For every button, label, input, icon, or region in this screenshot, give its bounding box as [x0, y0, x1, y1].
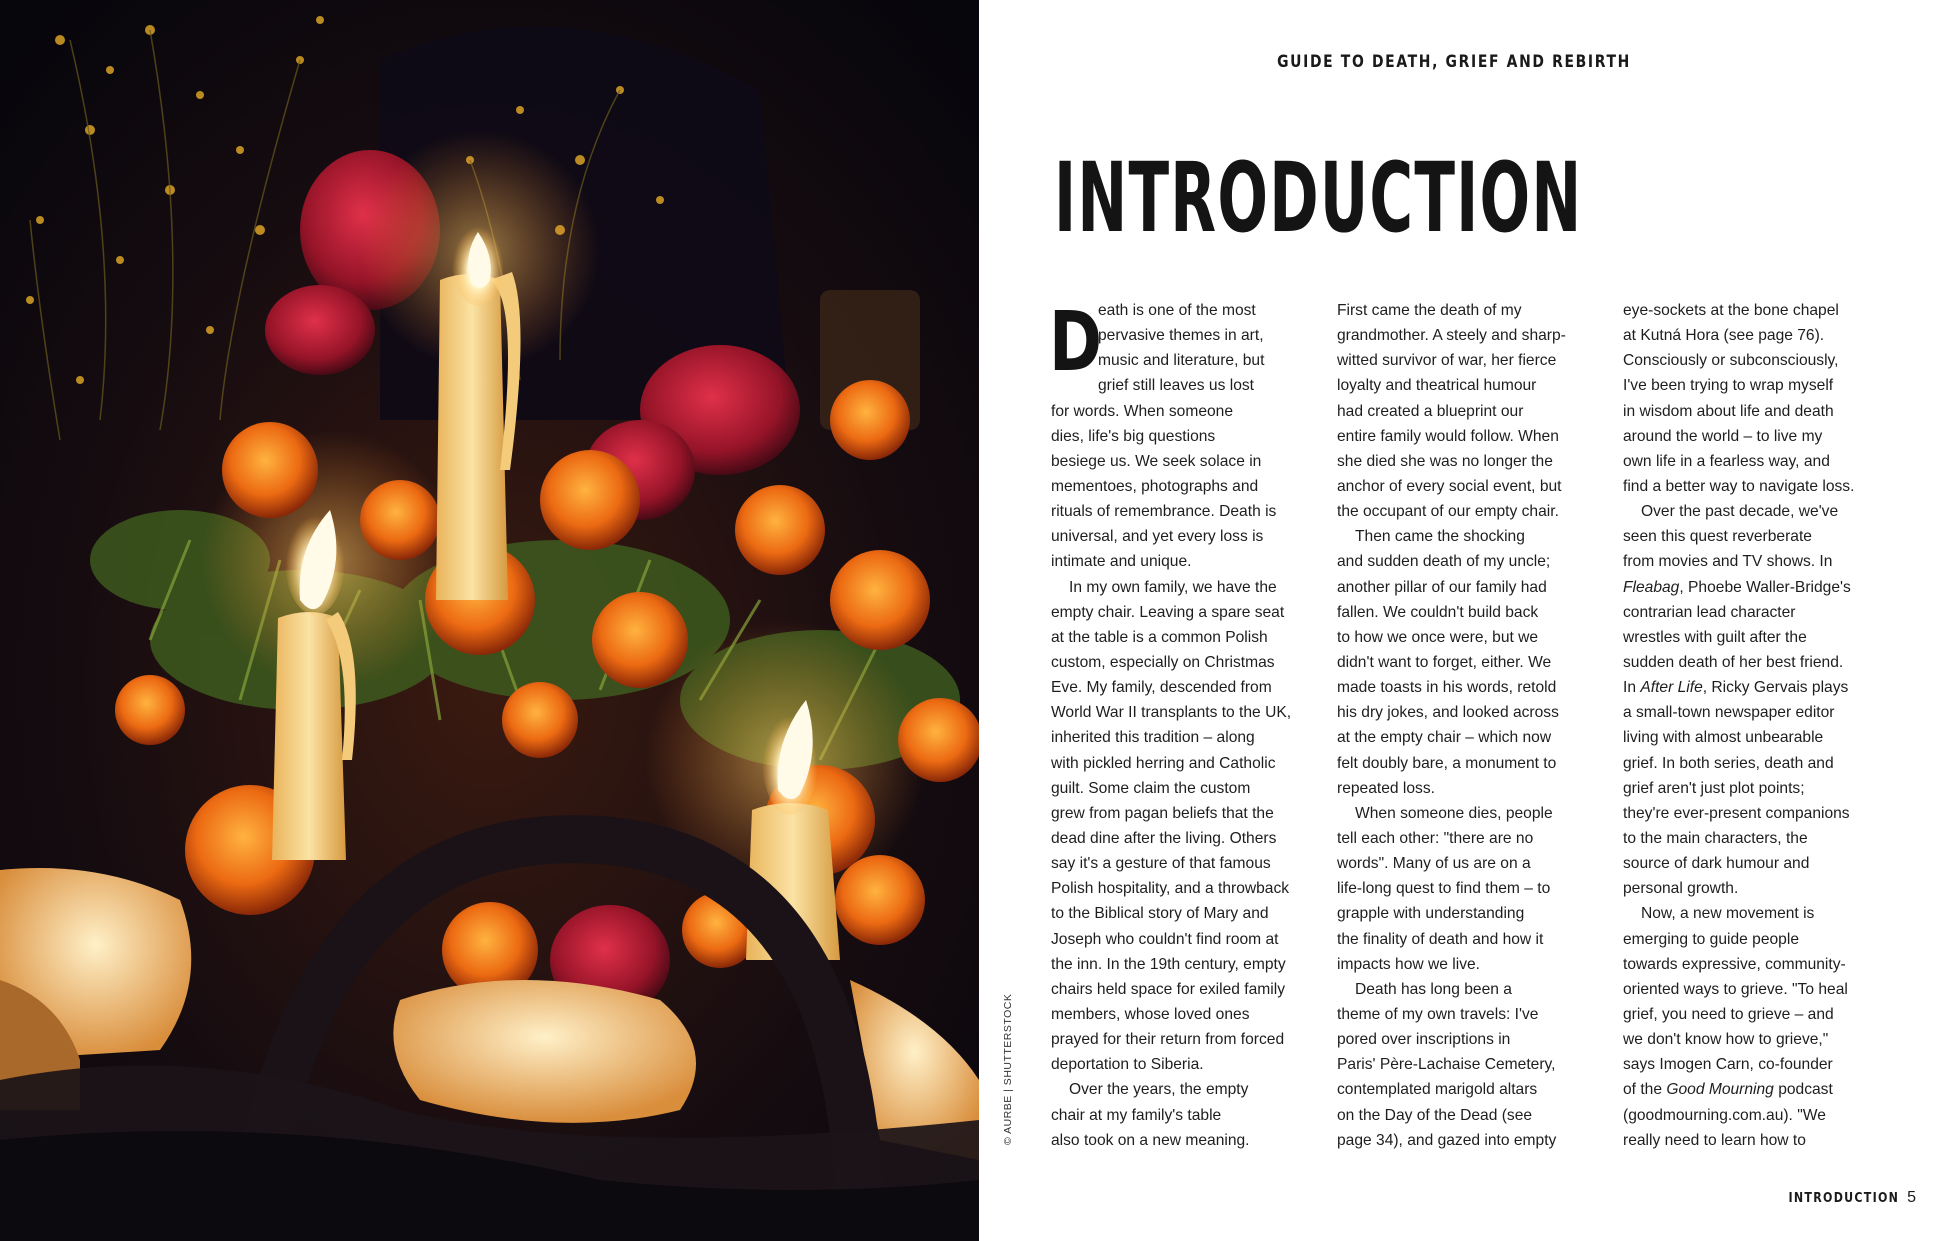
- text-segment: of the: [1623, 1081, 1667, 1099]
- text-line: [1623, 424, 1881, 449]
- text-segment: to the Biblical story of Mary and: [1051, 905, 1269, 923]
- text-line: [1623, 373, 1881, 398]
- text-segment: chair at my family's table: [1051, 1106, 1222, 1124]
- text-line: [1337, 977, 1595, 1002]
- text-segment: felt doubly bare, a monument to: [1337, 754, 1557, 772]
- text-line: [1051, 298, 1309, 323]
- text-line: [1051, 323, 1309, 348]
- text-line: [1337, 675, 1595, 700]
- text-segment: grapple with understanding: [1337, 905, 1525, 923]
- text-segment: , Ricky Gervais plays: [1702, 679, 1849, 697]
- text-segment: music and literature, but: [1098, 352, 1265, 370]
- text-line: [1623, 927, 1881, 952]
- text-segment: Paris' Père-Lachaise Cemetery,: [1337, 1056, 1556, 1074]
- text-segment: wrestles with guilt after the: [1623, 628, 1807, 646]
- text-segment: say it's a gesture of that famous: [1051, 855, 1271, 873]
- italic-title: After Life: [1640, 679, 1703, 697]
- text-line: [1337, 575, 1595, 600]
- text-segment: from movies and TV shows. In: [1623, 553, 1833, 571]
- text-line: [1051, 474, 1309, 499]
- text-line: [1051, 851, 1309, 876]
- text-segment: dies, life's big questions: [1051, 427, 1216, 445]
- text-line: [1623, 952, 1881, 977]
- text-segment: source of dark humour and: [1623, 855, 1810, 873]
- text-segment: we don't know how to grieve,": [1623, 1031, 1829, 1049]
- text-page: [979, 0, 1949, 1241]
- text-column-1: [1049, 295, 1309, 1153]
- text-segment: living with almost unbearable: [1623, 729, 1824, 747]
- text-segment: loyalty and theatrical humour: [1337, 377, 1537, 395]
- text-line: [1623, 876, 1881, 901]
- text-segment: Death has long been a: [1355, 980, 1512, 998]
- text-line: [1051, 449, 1309, 474]
- page-footer: [1769, 1189, 1918, 1207]
- text-line: [1337, 373, 1595, 398]
- text-column-2: [1337, 298, 1595, 1153]
- text-segment: tell each other: "there are no: [1337, 829, 1534, 847]
- text-line: [1623, 449, 1881, 474]
- text-segment: In my own family, we have the: [1069, 578, 1277, 596]
- text-line: [1337, 1077, 1595, 1102]
- text-segment: witted survivor of war, her fierce: [1337, 352, 1557, 370]
- text-segment: own life in a fearless way, and: [1623, 452, 1830, 470]
- text-segment: Over the past decade, we've: [1641, 503, 1839, 521]
- text-segment: the inn. In the 19th century, empty: [1051, 955, 1286, 973]
- text-line: [1337, 499, 1595, 524]
- text-line: [1623, 1002, 1881, 1027]
- text-segment: contrarian lead character: [1623, 603, 1796, 621]
- text-segment: contemplated marigold altars: [1337, 1081, 1538, 1099]
- text-segment: at Kutná Hora (see page 76).: [1623, 327, 1825, 345]
- text-line: [1623, 851, 1881, 876]
- text-segment: emerging to guide people: [1623, 930, 1799, 948]
- text-segment: to the main characters, the: [1623, 829, 1808, 847]
- text-line: [1051, 424, 1309, 449]
- text-segment: says Imogen Carn, co-founder: [1623, 1056, 1833, 1074]
- italic-title: Fleabag: [1623, 578, 1680, 596]
- page-number: 5: [1907, 1189, 1918, 1206]
- text-segment: prayed for their return from forced: [1051, 1031, 1285, 1049]
- footer-section-label: INTRODUCTION: [1788, 1191, 1900, 1206]
- text-line: [1051, 1103, 1309, 1128]
- text-line: [1051, 348, 1309, 373]
- text-segment: guilt. Some claim the custom: [1051, 779, 1251, 797]
- text-segment: eye-sockets at the bone chapel: [1623, 302, 1839, 319]
- text-line: [1623, 801, 1881, 826]
- text-line: [1337, 801, 1595, 826]
- text-segment: seen this quest reverberate: [1623, 528, 1812, 546]
- text-line: [1623, 675, 1881, 700]
- text-line: [1051, 1128, 1309, 1153]
- text-segment: inherited this tradition – along: [1051, 729, 1255, 747]
- text-line: [1337, 399, 1595, 424]
- text-line: [1051, 1077, 1309, 1102]
- text-line: [1623, 474, 1881, 499]
- text-segment: the finality of death and how it: [1337, 930, 1544, 948]
- text-line: [1623, 549, 1881, 574]
- text-line: [1623, 1027, 1881, 1052]
- text-line: [1623, 776, 1881, 801]
- text-segment: Then came the shocking: [1355, 528, 1525, 546]
- text-segment: another pillar of our family had: [1337, 578, 1547, 596]
- text-segment: also took on a new meaning.: [1051, 1131, 1250, 1149]
- text-line: [1051, 650, 1309, 675]
- text-line: [1051, 524, 1309, 549]
- text-segment: Consciously or subconsciously,: [1623, 352, 1839, 370]
- text-line: [1623, 700, 1881, 725]
- text-segment: life-long quest to find them – to: [1337, 880, 1551, 898]
- text-line: [1051, 675, 1309, 700]
- text-line: [1337, 600, 1595, 625]
- text-segment: (goodmourning.com.au). "We: [1623, 1106, 1826, 1124]
- text-line: [1337, 424, 1595, 449]
- text-segment: grief aren't just plot points;: [1623, 779, 1805, 797]
- text-line: [1051, 1002, 1309, 1027]
- text-segment: pored over inscriptions in: [1337, 1031, 1511, 1049]
- text-line: [1337, 549, 1595, 574]
- text-segment: deportation to Siberia.: [1051, 1056, 1204, 1074]
- text-segment: they're ever-present companions: [1623, 804, 1850, 822]
- text-segment: Over the years, the empty: [1069, 1081, 1249, 1099]
- text-line: [1623, 1052, 1881, 1077]
- text-segment: First came the death of my: [1337, 302, 1522, 319]
- text-segment: the occupant of our empty chair.: [1337, 503, 1559, 521]
- text-line: [1051, 373, 1309, 398]
- text-line: [1337, 751, 1595, 776]
- text-segment: grief. In both series, death and: [1623, 754, 1834, 772]
- text-segment: towards expressive, community-: [1623, 955, 1846, 973]
- text-line: [1337, 1052, 1595, 1077]
- text-line: [1337, 323, 1595, 348]
- text-line: [1337, 826, 1595, 851]
- text-line: [1051, 927, 1309, 952]
- text-line: [1051, 977, 1309, 1002]
- text-line: [1623, 348, 1881, 373]
- text-line: [1337, 952, 1595, 977]
- text-line: [1051, 399, 1309, 424]
- text-line: [1337, 1002, 1595, 1027]
- text-segment: grandmother. A steely and sharp-: [1337, 327, 1566, 345]
- text-line: [1051, 499, 1309, 524]
- text-segment: she died she was no longer the: [1337, 452, 1553, 470]
- text-segment: mementoes, photographs and: [1051, 477, 1259, 495]
- text-line: [1623, 298, 1881, 323]
- text-segment: sudden death of her best friend.: [1623, 653, 1844, 671]
- text-line: [1051, 876, 1309, 901]
- text-segment: intimate and unique.: [1051, 553, 1192, 571]
- text-line: [1337, 700, 1595, 725]
- text-segment: theme of my own travels: I've: [1337, 1005, 1539, 1023]
- text-segment: grew from pagan beliefs that the: [1051, 804, 1274, 822]
- text-line: [1623, 323, 1881, 348]
- text-line: [1051, 600, 1309, 625]
- text-segment: at the table is a common Polish: [1051, 628, 1268, 646]
- text-line: [1623, 901, 1881, 926]
- text-line: [1051, 901, 1309, 926]
- text-segment: find a better way to navigate loss.: [1623, 477, 1855, 495]
- text-line: [1051, 625, 1309, 650]
- text-segment: personal growth.: [1623, 880, 1739, 898]
- text-segment: Eve. My family, descended from: [1051, 679, 1272, 697]
- text-segment: a small-town newspaper editor: [1623, 704, 1835, 722]
- text-line: [1051, 801, 1309, 826]
- text-line: [1337, 901, 1595, 926]
- text-line: [1051, 1027, 1309, 1052]
- text-line: [1051, 575, 1309, 600]
- text-segment: made toasts in his words, retold: [1337, 679, 1557, 697]
- text-line: [1337, 927, 1595, 952]
- text-segment: rituals of remembrance. Death is: [1051, 503, 1277, 521]
- text-segment: In: [1623, 679, 1641, 697]
- text-segment: repeated loss.: [1337, 779, 1435, 797]
- text-segment: on the Day of the Dead (see: [1337, 1106, 1533, 1124]
- text-line: [1337, 876, 1595, 901]
- text-segment: his dry jokes, and looked across: [1337, 704, 1559, 722]
- text-line: [1051, 826, 1309, 851]
- text-segment: universal, and yet every loss is: [1051, 528, 1264, 546]
- text-line: [1337, 1103, 1595, 1128]
- text-segment: impacts how we live.: [1337, 955, 1480, 973]
- text-line: [1337, 348, 1595, 373]
- text-line: [1051, 725, 1309, 750]
- text-line: [1337, 625, 1595, 650]
- text-segment: grief still leaves us lost: [1098, 377, 1254, 395]
- text-segment: page 34), and gazed into empty: [1337, 1131, 1557, 1149]
- text-column-3: [1623, 298, 1881, 1153]
- page-title: INTRODUCTION: [1054, 142, 1583, 254]
- text-line: [1051, 549, 1309, 574]
- text-segment: at the empty chair – which now: [1337, 729, 1552, 747]
- text-line: [1623, 625, 1881, 650]
- text-segment: grief, you need to grieve – and: [1623, 1005, 1834, 1023]
- text-line: [1051, 700, 1309, 725]
- text-line: [1623, 826, 1881, 851]
- text-segment: and sudden death of my uncle;: [1337, 553, 1551, 571]
- text-line: [1337, 650, 1595, 675]
- text-segment: When someone dies, people: [1355, 804, 1553, 822]
- text-segment: , Phoebe Waller-Bridge's: [1679, 578, 1851, 596]
- text-line: [1337, 298, 1595, 323]
- text-line: [1051, 1052, 1309, 1077]
- text-line: [1337, 524, 1595, 549]
- text-line: [1337, 725, 1595, 750]
- italic-title: Good Mourning: [1666, 1081, 1774, 1099]
- text-segment: to how we once were, but we: [1337, 628, 1539, 646]
- text-line: [1337, 449, 1595, 474]
- text-segment: in wisdom about life and death: [1623, 402, 1834, 420]
- text-segment: really need to learn how to: [1623, 1131, 1806, 1149]
- text-line: [1337, 851, 1595, 876]
- text-line: [1337, 776, 1595, 801]
- text-line: [1623, 1128, 1881, 1153]
- text-line: [1623, 1103, 1881, 1128]
- drop-cap: D: [1049, 295, 1103, 390]
- text-segment: chairs held space for exiled family: [1051, 980, 1286, 998]
- text-segment: for words. When someone: [1051, 402, 1234, 420]
- running-head: GUIDE TO DEATH, GRIEF AND REBIRTH: [1277, 52, 1631, 72]
- text-segment: members, whose loved ones: [1051, 1005, 1250, 1023]
- text-line: [1623, 524, 1881, 549]
- text-line: [1623, 725, 1881, 750]
- text-segment: pervasive themes in art,: [1098, 327, 1264, 345]
- text-line: [1623, 1077, 1881, 1102]
- text-segment: empty chair. Leaving a spare seat: [1051, 603, 1285, 621]
- text-segment: words". Many of us are on a: [1337, 855, 1531, 873]
- text-segment: around the world – to live my: [1623, 427, 1823, 445]
- text-segment: didn't want to forget, either. We: [1337, 653, 1552, 671]
- text-segment: dead dine after the living. Others: [1051, 829, 1277, 847]
- text-line: [1623, 399, 1881, 424]
- text-line: [1337, 1128, 1595, 1153]
- text-line: [1337, 1027, 1595, 1052]
- text-segment: oriented ways to grieve. "To heal: [1623, 980, 1848, 998]
- text-segment: World War II transplants to the UK,: [1051, 704, 1292, 722]
- text-segment: Joseph who couldn't find room at: [1051, 930, 1279, 948]
- text-segment: Now, a new movement is: [1641, 905, 1815, 923]
- text-segment: eath is one of the most: [1098, 302, 1256, 319]
- text-line: [1623, 499, 1881, 524]
- text-line: [1623, 600, 1881, 625]
- text-segment: I've been trying to wrap myself: [1623, 377, 1834, 395]
- text-segment: with pickled herring and Catholic: [1051, 754, 1276, 772]
- text-line: [1623, 751, 1881, 776]
- photo-credit: © AURBE | SHUTTERSTOCK: [1002, 993, 1014, 1145]
- text-line: [1623, 977, 1881, 1002]
- text-line: [1051, 751, 1309, 776]
- text-segment: fallen. We couldn't build back: [1337, 603, 1539, 621]
- text-segment: podcast: [1773, 1081, 1833, 1099]
- text-segment: custom, especially on Christmas: [1051, 653, 1275, 671]
- text-line: [1051, 952, 1309, 977]
- text-segment: entire family would follow. When: [1337, 427, 1559, 445]
- text-line: [1051, 776, 1309, 801]
- text-segment: Polish hospitality, and a throwback: [1051, 880, 1290, 898]
- text-segment: besiege us. We seek solace in: [1051, 452, 1262, 470]
- text-segment: had created a blueprint our: [1337, 402, 1524, 420]
- text-line: [1623, 575, 1881, 600]
- text-line: [1337, 474, 1595, 499]
- text-segment: anchor of every social event, but: [1337, 477, 1562, 495]
- text-line: [1623, 650, 1881, 675]
